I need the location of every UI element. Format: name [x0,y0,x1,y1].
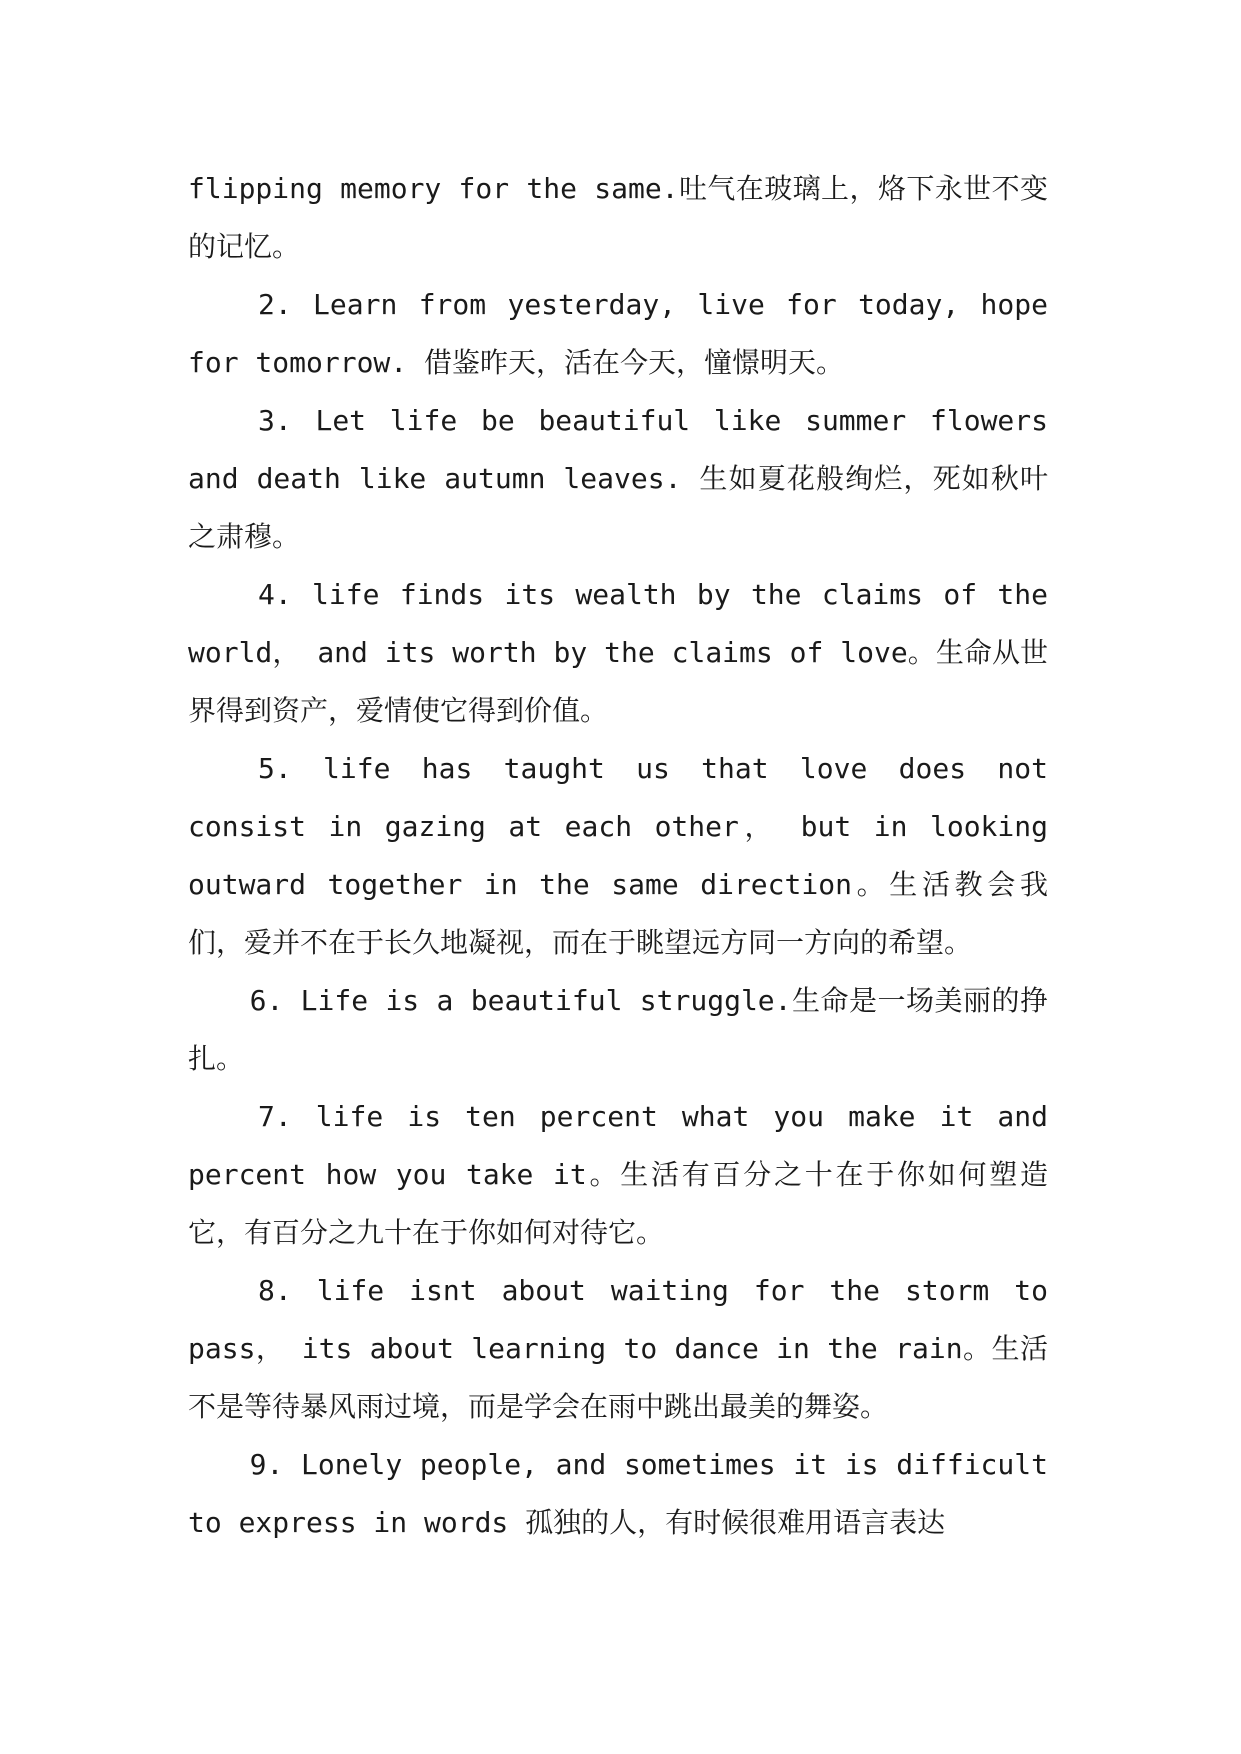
document-body [188,160,1048,1552]
paragraph-item-6: 6. Life is a beautiful struggle.生命是一场美丽的挣扎。 [188,984,1048,1075]
paragraph-item-2: 2. Learn from yesterday, live for today, hope for tomorrow. 借鉴昨天，活在今天，憧憬明天。 [188,288,1048,379]
paragraph-item-8: 8. life isnt about waiting for the storm to pass， its about learning to dance in the rain。生活不是等待暴风雨过境，而是学会在雨中跳出最美的舞姿。 [188,1274,1048,1423]
paragraph-item-7: 7. life is ten percent what you make it and percent how you take it。生活有百分之十在于你如何塑造它，有百分之九十在于你如何对待它。 [188,1100,1048,1249]
paragraph-item-4: 4. life finds its wealth by the claims of the world， and its worth by the claims of love。生命从世界得到资产，爱情使它得到价值。 [188,578,1048,727]
paragraph-item-9: 9. Lonely people, and sometimes it is difficult to express in words 孤独的人，有时候很难用语言表达 [188,1448,1048,1539]
paragraph-item-5: 5. life has taught us that love does not consist in gazing at each other， but in looking outward together in the same direction。生活教会我们，爱并不在于长久地凝视，而在于眺望远方同一方向的希望。 [188,752,1048,959]
paragraph-continuation: flipping memory for the same.吐气在玻璃上，烙下永世不变的记忆。 [188,172,1048,263]
paragraph-item-3: 3. Let life be beautiful like summer flowers and death like autumn leaves. 生如夏花般绚烂，死如秋叶之肃穆。 [188,404,1048,553]
